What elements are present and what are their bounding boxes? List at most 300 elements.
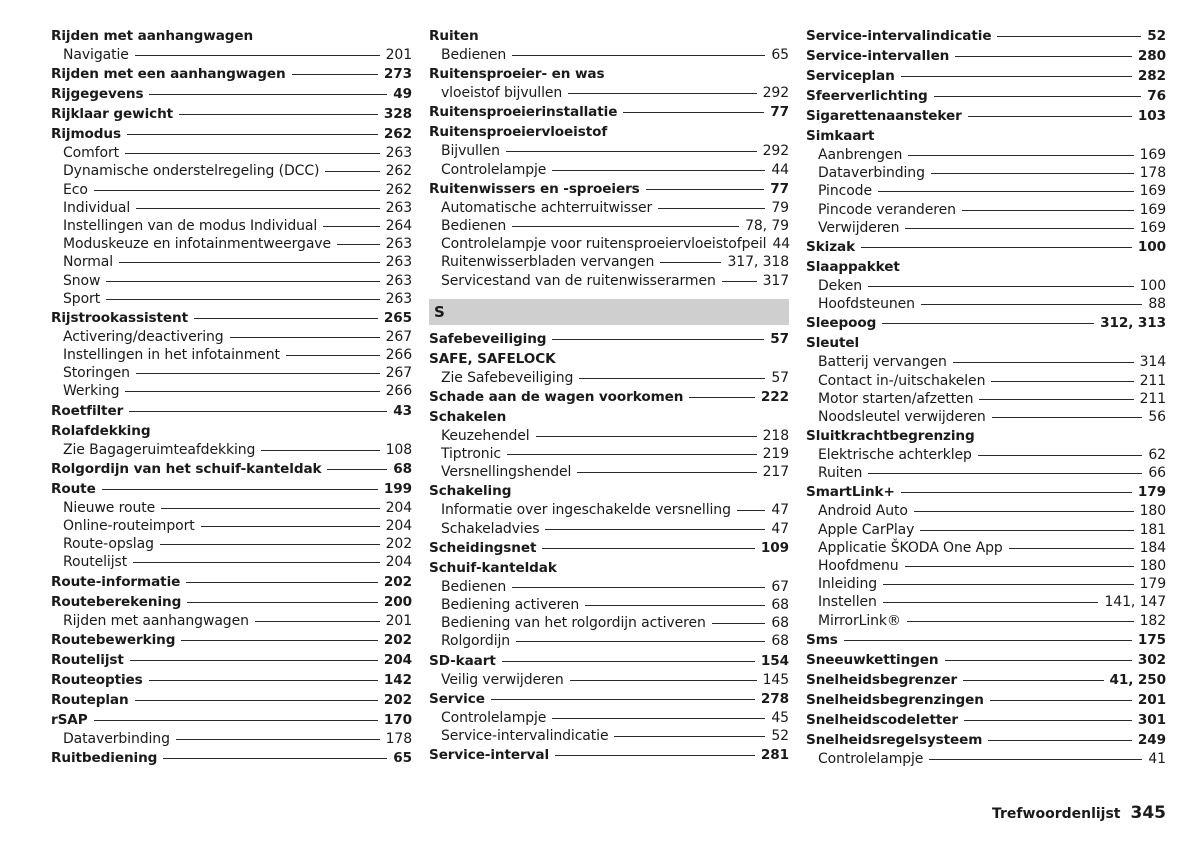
entry-term: MirrorLink® bbox=[818, 612, 901, 629]
page-reference: 77 bbox=[770, 104, 789, 121]
index-subentry bbox=[429, 463, 789, 481]
entry-term: Instellen bbox=[818, 594, 877, 611]
index-subentry bbox=[806, 219, 1166, 237]
entry-term: Instellingen van de modus Individual bbox=[63, 217, 318, 234]
leader-line bbox=[149, 680, 378, 681]
page-reference: 145 bbox=[762, 671, 789, 688]
index-entry bbox=[806, 66, 1166, 86]
index-subentry bbox=[51, 535, 412, 553]
entry-term: Moduskeuze en infotainmentweergave bbox=[63, 236, 331, 253]
leader-line bbox=[991, 381, 1133, 382]
entry-term: Routeopties bbox=[51, 671, 143, 688]
page-reference: 249 bbox=[1137, 731, 1166, 748]
entry-term: Snow bbox=[63, 272, 101, 289]
index-entry bbox=[806, 26, 1166, 46]
entry-term: Hoofdmenu bbox=[818, 558, 899, 574]
entry-term: Sneeuwkettingen bbox=[806, 651, 939, 668]
leader-line bbox=[542, 548, 755, 549]
leader-line bbox=[186, 582, 378, 583]
entry-term: Werking bbox=[63, 383, 120, 400]
entry-term: Ruitensproeier- en was bbox=[429, 66, 605, 83]
leader-line bbox=[737, 510, 766, 511]
index-entry bbox=[429, 689, 789, 709]
index-subentry bbox=[429, 445, 789, 463]
entry-term: Bedienen bbox=[441, 217, 507, 234]
entry-term: Informatie over ingeschakelde versnelling bbox=[441, 502, 731, 519]
leader-line bbox=[920, 530, 1133, 531]
entry-term: Normal bbox=[63, 254, 114, 271]
entry-term: Eco bbox=[63, 181, 88, 198]
entry-term: Rijden met aanhangwagen bbox=[51, 28, 254, 44]
leader-line bbox=[102, 489, 378, 490]
page-reference: 266 bbox=[385, 383, 412, 400]
index-entry bbox=[429, 481, 789, 501]
leader-line bbox=[883, 584, 1134, 585]
index-subentry bbox=[806, 353, 1166, 371]
entry-term: Tiptronic bbox=[441, 446, 501, 463]
index-subentry bbox=[51, 144, 412, 162]
leader-line bbox=[712, 623, 766, 624]
index-subentry bbox=[806, 521, 1166, 539]
entry-term: Veilig verwijderen bbox=[441, 671, 564, 688]
entry-term: Bediening van het rolgordijn activeren bbox=[441, 615, 706, 632]
page-reference: 202 bbox=[383, 631, 412, 648]
page-reference: 65 bbox=[771, 47, 789, 63]
index-entry bbox=[806, 46, 1166, 66]
entry-term: Snelheidsbegrenzingen bbox=[806, 691, 984, 708]
page-number: 345 bbox=[1130, 803, 1166, 823]
leader-line bbox=[261, 450, 379, 451]
leader-line bbox=[907, 621, 1134, 622]
index-subentry bbox=[51, 253, 412, 271]
index-entry bbox=[51, 124, 412, 144]
index-subentry bbox=[51, 199, 412, 217]
page-reference: 263 bbox=[385, 254, 412, 271]
index-column-2 bbox=[429, 26, 789, 765]
entry-term: Bedienen bbox=[441, 47, 507, 63]
entry-term: rSAP bbox=[51, 711, 88, 728]
page-reference: 263 bbox=[385, 199, 412, 216]
page-reference: 267 bbox=[385, 328, 412, 345]
index-subentry bbox=[806, 408, 1166, 426]
page-reference: 175 bbox=[1137, 631, 1166, 648]
index-subentry bbox=[51, 382, 412, 400]
index-entry bbox=[51, 592, 412, 612]
index-subentry bbox=[429, 727, 789, 745]
entry-term: Routelijst bbox=[51, 651, 124, 668]
page-reference: 47 bbox=[771, 520, 789, 537]
page-reference: 317 bbox=[762, 272, 789, 289]
page-reference: 65 bbox=[393, 749, 412, 766]
index-subentry bbox=[429, 235, 789, 253]
page-reference: 68 bbox=[771, 633, 789, 650]
index-entry bbox=[429, 26, 789, 46]
entry-term: Routebewerking bbox=[51, 631, 176, 648]
page-reference: 292 bbox=[762, 143, 789, 160]
entry-term: Controlelampje bbox=[818, 750, 924, 767]
leader-line bbox=[552, 718, 765, 719]
page-reference: 312, 313 bbox=[1100, 315, 1166, 332]
entry-term: Online-routeimport bbox=[63, 518, 195, 534]
leader-line bbox=[129, 411, 387, 412]
page-reference: 314 bbox=[1139, 354, 1166, 371]
page-reference: 301 bbox=[1137, 711, 1166, 728]
leader-line bbox=[555, 755, 755, 756]
index-entry bbox=[806, 257, 1166, 277]
leader-line bbox=[187, 602, 378, 603]
page-reference: 100 bbox=[1139, 277, 1166, 294]
entry-term: Storingen bbox=[63, 365, 130, 382]
page-reference: 317, 318 bbox=[727, 254, 789, 271]
leader-line bbox=[325, 171, 379, 172]
letter-heading: S bbox=[429, 299, 789, 325]
page-reference: 262 bbox=[385, 163, 412, 180]
entry-term: Batterij vervangen bbox=[818, 354, 947, 371]
index-entry bbox=[806, 690, 1166, 710]
entry-term: Bijvullen bbox=[441, 143, 500, 160]
leader-line bbox=[163, 758, 387, 759]
page-reference: 49 bbox=[393, 86, 412, 103]
entry-term: Rijstrookassistent bbox=[51, 309, 188, 326]
leader-line bbox=[136, 208, 379, 209]
index-entry bbox=[806, 670, 1166, 690]
leader-line bbox=[722, 281, 757, 282]
entry-term: Dataverbinding bbox=[63, 730, 170, 747]
leader-line bbox=[901, 76, 1132, 77]
page-reference: 43 bbox=[393, 402, 412, 419]
index-subentry bbox=[429, 369, 789, 387]
leader-line bbox=[119, 262, 380, 263]
entry-term: Rolgordijn van het schuif-kanteldak bbox=[51, 460, 322, 477]
leader-line bbox=[136, 373, 380, 374]
index-subentry bbox=[806, 750, 1166, 768]
leader-line bbox=[914, 511, 1134, 512]
entry-term: SD-kaart bbox=[429, 652, 496, 669]
index-subentry bbox=[429, 272, 789, 290]
entry-term: Bediening activeren bbox=[441, 597, 580, 613]
index-subentry bbox=[806, 201, 1166, 219]
index-subentry bbox=[806, 557, 1166, 575]
page-reference: 217 bbox=[762, 464, 789, 481]
leader-line bbox=[868, 473, 1142, 474]
leader-line bbox=[844, 640, 1132, 641]
leader-line bbox=[955, 56, 1132, 57]
index-subentry bbox=[51, 46, 412, 64]
index-entry bbox=[51, 26, 412, 46]
index-entry bbox=[51, 308, 412, 328]
page-reference: 41, 250 bbox=[1109, 671, 1166, 688]
leader-line bbox=[94, 720, 378, 721]
index-entry bbox=[806, 333, 1166, 353]
leader-line bbox=[921, 304, 1142, 305]
page-reference: 179 bbox=[1139, 576, 1166, 593]
leader-line bbox=[506, 151, 757, 152]
entry-term: Routeplan bbox=[51, 691, 129, 708]
page-reference: 200 bbox=[383, 593, 412, 610]
leader-line bbox=[953, 362, 1134, 363]
index-subentry bbox=[429, 84, 789, 102]
entry-term: Rijmodus bbox=[51, 126, 121, 143]
index-subentry bbox=[429, 46, 789, 64]
entry-term: Sport bbox=[63, 290, 101, 307]
leader-line bbox=[194, 318, 378, 319]
page-reference: 169 bbox=[1139, 219, 1166, 236]
entry-term: Slaappakket bbox=[806, 258, 900, 275]
index-subentry bbox=[429, 199, 789, 217]
page-reference: 141, 147 bbox=[1104, 594, 1166, 611]
entry-term: Roetfilter bbox=[51, 402, 124, 419]
entry-term: Rijden met aanhangwagen bbox=[63, 612, 249, 629]
index-subentry bbox=[429, 520, 789, 538]
entry-term: Pincode bbox=[818, 183, 872, 200]
entry-term: Automatische achterruitwisser bbox=[441, 199, 653, 216]
page-reference: 154 bbox=[760, 652, 789, 669]
page-reference: 202 bbox=[383, 691, 412, 708]
index-entry bbox=[51, 459, 412, 479]
entry-term: Navigatie bbox=[63, 47, 129, 63]
index-entry bbox=[51, 630, 412, 650]
entry-term: Rolgordijn bbox=[441, 633, 511, 650]
page-reference: 44 bbox=[772, 236, 791, 253]
entry-term: Ruitenwissers en -sproeiers bbox=[429, 180, 640, 197]
leader-line bbox=[901, 492, 1132, 493]
entry-term: Motor starten/afzetten bbox=[818, 390, 974, 407]
index-entry bbox=[51, 421, 412, 441]
entry-term: Nieuwe route bbox=[63, 499, 156, 516]
entry-term: Aanbrengen bbox=[818, 147, 903, 163]
index-entry bbox=[429, 538, 789, 558]
index-subentry bbox=[429, 671, 789, 689]
index-entry bbox=[806, 630, 1166, 650]
leader-line bbox=[125, 391, 379, 392]
index-subentry bbox=[51, 364, 412, 382]
index-subentry bbox=[51, 217, 412, 235]
leader-line bbox=[868, 286, 1134, 287]
leader-line bbox=[979, 399, 1133, 400]
index-subentry bbox=[51, 441, 412, 459]
page-reference: 79 bbox=[771, 199, 789, 216]
page-reference: 201 bbox=[1137, 691, 1166, 708]
leader-line bbox=[577, 472, 756, 473]
leader-line bbox=[579, 378, 765, 379]
index-entry bbox=[429, 64, 789, 84]
leader-line bbox=[945, 660, 1132, 661]
leader-line bbox=[968, 116, 1132, 117]
entry-term: Service-intervallen bbox=[806, 48, 950, 64]
index-entry bbox=[51, 748, 412, 768]
leader-line bbox=[908, 155, 1133, 156]
page-reference: 142 bbox=[383, 671, 412, 688]
leader-line bbox=[905, 566, 1134, 567]
leader-line bbox=[689, 397, 755, 398]
index-entry bbox=[51, 479, 412, 499]
page-reference: 103 bbox=[1137, 108, 1166, 124]
leader-line bbox=[646, 189, 765, 190]
index-subentry bbox=[429, 142, 789, 160]
leader-line bbox=[997, 36, 1141, 37]
index-entry bbox=[806, 426, 1166, 446]
leader-line bbox=[179, 114, 378, 115]
leader-line bbox=[964, 720, 1132, 721]
entry-term: Simkaart bbox=[806, 128, 875, 144]
leader-line bbox=[106, 281, 379, 282]
page-reference: 169 bbox=[1139, 201, 1166, 218]
index-entry bbox=[806, 730, 1166, 750]
index-subentry bbox=[806, 502, 1166, 520]
page-reference: 169 bbox=[1139, 147, 1166, 163]
page-reference: 328 bbox=[383, 106, 412, 123]
index-subentry bbox=[429, 632, 789, 650]
entry-term: Skizak bbox=[806, 238, 856, 255]
entry-term: Individual bbox=[63, 199, 131, 216]
entry-term: Sluitkrachtbegrenzing bbox=[806, 428, 975, 445]
leader-line bbox=[323, 226, 379, 227]
index-entry bbox=[429, 558, 789, 578]
entry-term: Serviceplan bbox=[806, 68, 895, 84]
index-subentry bbox=[806, 464, 1166, 482]
index-subentry bbox=[51, 181, 412, 199]
index-entry bbox=[51, 710, 412, 730]
entry-term: Ruitensproeierinstallatie bbox=[429, 104, 618, 121]
entry-term: Versnellingshendel bbox=[441, 464, 572, 481]
entry-term: Ruitbediening bbox=[51, 749, 158, 766]
entry-term: Controlelampje voor ruitensproeiervloeistofpeil bbox=[441, 236, 767, 253]
leader-line bbox=[570, 680, 757, 681]
index-entry bbox=[429, 329, 789, 349]
leader-line bbox=[660, 262, 721, 263]
page-reference: 265 bbox=[383, 309, 412, 326]
page-reference: 67 bbox=[771, 578, 789, 595]
page-reference: 180 bbox=[1139, 503, 1166, 520]
index-entry bbox=[51, 650, 412, 670]
leader-line bbox=[934, 96, 1142, 97]
leader-line bbox=[181, 640, 378, 641]
leader-line bbox=[536, 436, 757, 437]
index-subentry bbox=[806, 372, 1166, 390]
entry-term: Sfeerverlichting bbox=[806, 88, 928, 104]
page-reference: 182 bbox=[1139, 612, 1166, 629]
entry-term: Ruiten bbox=[429, 28, 479, 44]
entry-term: Dataverbinding bbox=[818, 165, 925, 182]
page-reference: 62 bbox=[1148, 447, 1166, 464]
index-subentry bbox=[51, 290, 412, 308]
index-subentry bbox=[429, 427, 789, 445]
entry-term: Routeberekening bbox=[51, 593, 182, 610]
page-reference: 204 bbox=[385, 518, 412, 534]
entry-term: Rolafdekking bbox=[51, 422, 151, 439]
leader-line bbox=[931, 173, 1134, 174]
entry-term: SAFE, SAFELOCK bbox=[429, 350, 556, 367]
leader-line bbox=[502, 661, 755, 662]
entry-term: Rijklaar gewicht bbox=[51, 106, 174, 123]
index-subentry bbox=[429, 614, 789, 632]
index-subentry bbox=[429, 217, 789, 235]
page-reference: 52 bbox=[1147, 28, 1166, 44]
entry-term: Bedienen bbox=[441, 578, 507, 595]
entry-term: Controlelampje bbox=[441, 709, 547, 726]
entry-term: Ruiten bbox=[818, 465, 863, 482]
entry-term: Schakeladvies bbox=[441, 520, 540, 537]
entry-term: Applicatie ŠKODA One App bbox=[818, 539, 1003, 556]
entry-term: Hoofdsteunen bbox=[818, 296, 915, 313]
index-subentry bbox=[806, 182, 1166, 200]
index-subentry bbox=[51, 517, 412, 535]
entry-term: Sigarettenaansteker bbox=[806, 108, 962, 124]
page-reference: 56 bbox=[1148, 408, 1166, 425]
index-subentry bbox=[51, 272, 412, 290]
page-reference: 108 bbox=[385, 441, 412, 458]
index-subentry bbox=[51, 328, 412, 346]
entry-term: Apple CarPlay bbox=[818, 521, 915, 538]
entry-term: Activering/deactivering bbox=[63, 328, 224, 345]
index-subentry bbox=[806, 446, 1166, 464]
index-subentry bbox=[806, 295, 1166, 313]
page-reference: 222 bbox=[760, 388, 789, 405]
entry-term: Instellingen in het infotainment bbox=[63, 347, 280, 364]
entry-term: Controlelampje bbox=[441, 161, 547, 178]
page-reference: 266 bbox=[385, 347, 412, 364]
page-reference: 302 bbox=[1137, 651, 1166, 668]
page-reference: 169 bbox=[1139, 183, 1166, 200]
index-subentry bbox=[806, 575, 1166, 593]
leader-line bbox=[962, 210, 1134, 211]
page-reference: 262 bbox=[385, 181, 412, 198]
page-reference: 202 bbox=[383, 573, 412, 590]
leader-line bbox=[963, 680, 1103, 681]
page-reference: 100 bbox=[1137, 238, 1166, 255]
leader-line bbox=[585, 605, 765, 606]
page-reference: 280 bbox=[1137, 48, 1166, 64]
index-subentry bbox=[806, 539, 1166, 557]
index-entry bbox=[429, 122, 789, 142]
entry-term: Rijgegevens bbox=[51, 86, 144, 103]
entry-term: Safebeveiliging bbox=[429, 330, 547, 347]
entry-term: Pincode veranderen bbox=[818, 201, 956, 218]
page-reference: 170 bbox=[383, 711, 412, 728]
index-subentry bbox=[51, 499, 412, 517]
entry-term: Routelijst bbox=[63, 554, 128, 571]
entry-term: Elektrische achterklep bbox=[818, 447, 972, 464]
index-entry bbox=[806, 313, 1166, 333]
index-entry bbox=[51, 64, 412, 84]
index-entry bbox=[806, 710, 1166, 730]
entry-term: Route bbox=[51, 480, 96, 497]
index-entry bbox=[806, 482, 1166, 502]
page-reference: 180 bbox=[1139, 558, 1166, 574]
page-reference: 179 bbox=[1137, 484, 1166, 501]
entry-term: Keuzehendel bbox=[441, 427, 530, 444]
leader-line bbox=[623, 112, 764, 113]
page-reference: 282 bbox=[1137, 68, 1166, 84]
entry-term: Schakeling bbox=[429, 483, 512, 500]
page-reference: 211 bbox=[1139, 372, 1166, 389]
index-entry bbox=[51, 401, 412, 421]
index-entry bbox=[806, 126, 1166, 146]
index-subentry bbox=[51, 162, 412, 180]
page-reference: 201 bbox=[385, 612, 412, 629]
page-reference: 78, 79 bbox=[745, 217, 789, 234]
entry-term: Snelheidsregelsysteem bbox=[806, 731, 983, 748]
leader-line bbox=[988, 740, 1132, 741]
index-subentry bbox=[429, 709, 789, 727]
index-entry bbox=[806, 106, 1166, 126]
page-reference: 211 bbox=[1139, 390, 1166, 407]
leader-line bbox=[568, 93, 756, 94]
page-reference: 204 bbox=[383, 651, 412, 668]
leader-line bbox=[507, 454, 757, 455]
leader-line bbox=[929, 759, 1142, 760]
page-reference: 57 bbox=[770, 330, 789, 347]
